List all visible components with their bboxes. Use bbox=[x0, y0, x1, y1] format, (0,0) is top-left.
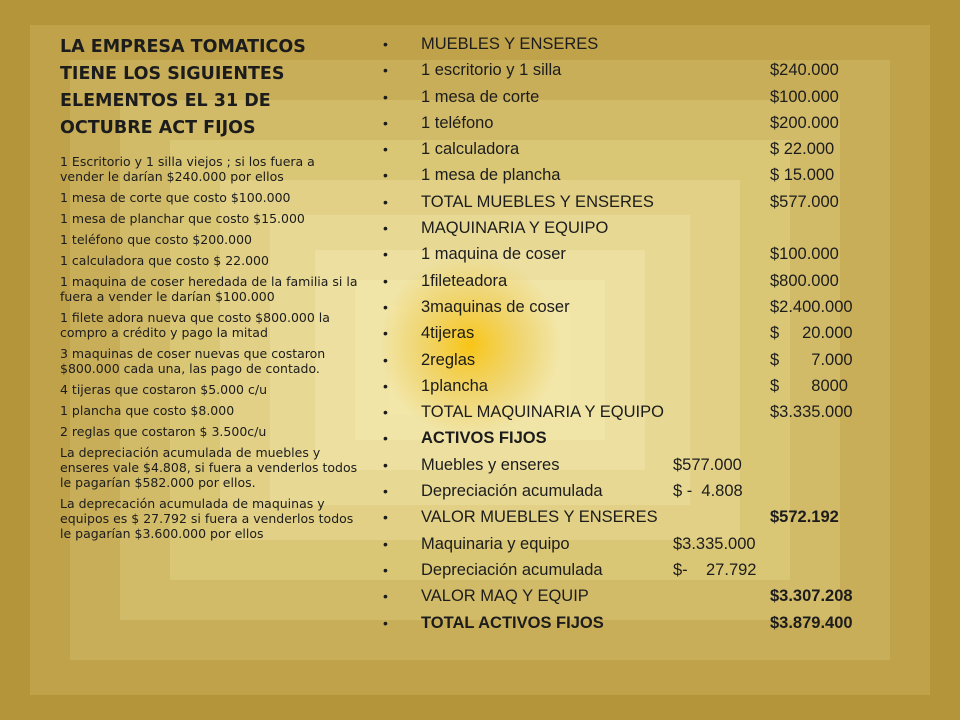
item-label: 1 teléfono bbox=[421, 113, 494, 132]
list-item bbox=[383, 241, 903, 267]
item-value: $100.000 bbox=[770, 87, 839, 106]
item-label: 1fileteadora bbox=[421, 271, 508, 290]
item-label: Maquinaria y equipo bbox=[421, 534, 570, 553]
item-label: TOTAL MAQUINARIA Y EQUIPO bbox=[421, 403, 664, 422]
item-value: $3.879.400 bbox=[770, 613, 853, 632]
bullet-icon: • bbox=[383, 220, 388, 237]
item-value: $ 22.000 bbox=[770, 140, 835, 159]
list-item bbox=[383, 347, 903, 373]
item-value: $100.000 bbox=[770, 245, 839, 264]
item-label: 1 mesa de plancha bbox=[421, 166, 561, 185]
bullet-icon: • bbox=[383, 588, 388, 605]
description-paragraph: 1 calculadora que costo $ 22.000 bbox=[60, 253, 269, 268]
item-label: VALOR MAQ Y EQUIP bbox=[421, 587, 589, 606]
item-value: $3.335.000 bbox=[770, 403, 853, 422]
description-paragraph: La depreciación acumulada de muebles y enseres vale $4.808, si fuera a venderlos todos le pagarían $582.000 por ellos. bbox=[60, 445, 358, 490]
item-value: $572.192 bbox=[770, 508, 839, 527]
list-item bbox=[383, 452, 903, 478]
item-value: $577.000 bbox=[673, 455, 742, 474]
bullet-icon: • bbox=[383, 167, 388, 184]
item-label: VALOR MUEBLES Y ENSERES bbox=[421, 508, 658, 527]
description-text bbox=[60, 154, 360, 547]
list-item bbox=[383, 610, 903, 636]
bullet-icon: • bbox=[383, 88, 388, 105]
assets-list bbox=[383, 31, 903, 636]
list-item bbox=[383, 583, 903, 609]
item-label: 2reglas bbox=[421, 350, 476, 369]
item-label: MAQUINARIA Y EQUIPO bbox=[421, 219, 609, 238]
bullet-icon: • bbox=[383, 36, 388, 52]
list-item bbox=[383, 31, 903, 57]
bullet-icon: • bbox=[383, 561, 388, 578]
bullet-icon: • bbox=[383, 114, 388, 131]
list-item bbox=[383, 189, 903, 215]
item-label: 1 escritorio y 1 silla bbox=[421, 61, 562, 80]
bullet-icon: • bbox=[383, 298, 388, 315]
list-item bbox=[383, 136, 903, 162]
description-paragraph: 1 teléfono que costo $200.000 bbox=[60, 232, 252, 247]
list-item bbox=[383, 557, 903, 583]
item-value: $2.400.000 bbox=[770, 297, 853, 316]
item-label: TOTAL ACTIVOS FIJOS bbox=[421, 613, 604, 632]
list-item bbox=[383, 57, 903, 83]
description-paragraph: 1 mesa de planchar que costo $15.000 bbox=[60, 211, 305, 226]
bullet-icon: • bbox=[383, 193, 388, 210]
description-paragraph: 1 Escritorio y 1 silla viejos ; si los fuera a vender le darían $240.000 por ellos bbox=[60, 154, 315, 184]
description-paragraph: 1 maquina de coser heredada de la familia si la fuera a vender le darían $100.000 bbox=[60, 274, 358, 304]
item-label: 3maquinas de coser bbox=[421, 297, 570, 316]
description-paragraph: 1 mesa de corte que costo $100.000 bbox=[60, 190, 291, 205]
item-label: 1 calculadora bbox=[421, 140, 520, 159]
bullet-icon: • bbox=[383, 404, 388, 421]
bullet-icon: • bbox=[383, 614, 388, 631]
description-paragraph: 2 reglas que costaron $ 3.500c/u bbox=[60, 424, 267, 439]
bullet-icon: • bbox=[383, 246, 388, 263]
bullet-icon: • bbox=[383, 141, 388, 158]
list-item bbox=[383, 320, 903, 346]
bullet-icon: • bbox=[383, 272, 388, 289]
bullet-icon: • bbox=[383, 456, 388, 473]
list-item bbox=[383, 504, 903, 530]
description-paragraph: La deprecación acumulada de maquinas y equipos es $ 27.792 si fuera a venderlos todos le pagarían $3.600.000 por ellos bbox=[60, 496, 354, 541]
list-item bbox=[383, 478, 903, 504]
bullet-icon: • bbox=[383, 430, 388, 447]
item-label: ACTIVOS FIJOS bbox=[421, 429, 547, 448]
list-item bbox=[383, 399, 903, 425]
item-value: $- 27.792 bbox=[673, 560, 757, 579]
list-item bbox=[383, 531, 903, 557]
item-value: $ - 4.808 bbox=[673, 482, 743, 501]
item-value: $ 8000 bbox=[770, 376, 848, 395]
item-label: 1plancha bbox=[421, 376, 488, 395]
list-item bbox=[383, 294, 903, 320]
item-label: Depreciación acumulada bbox=[421, 482, 603, 501]
bullet-icon: • bbox=[383, 377, 388, 394]
description-paragraph: 4 tijeras que costaron $5.000 c/u bbox=[60, 382, 267, 397]
list-item bbox=[383, 373, 903, 399]
item-label: Muebles y enseres bbox=[421, 455, 560, 474]
list-item bbox=[383, 162, 903, 188]
bullet-icon: • bbox=[383, 509, 388, 526]
list-item bbox=[383, 425, 903, 451]
item-value: $3.307.208 bbox=[770, 587, 853, 606]
item-value: $3.335.000 bbox=[673, 534, 756, 553]
bullet-icon: • bbox=[383, 535, 388, 552]
item-label: Depreciación acumulada bbox=[421, 560, 603, 579]
description-paragraph: 1 plancha que costo $8.000 bbox=[60, 403, 235, 418]
item-value: $577.000 bbox=[770, 192, 839, 211]
item-value: $ 7.000 bbox=[770, 350, 853, 369]
bullet-icon: • bbox=[383, 325, 388, 342]
description-paragraph: 1 filete adora nueva que costo $800.000 la compro a crédito y pago la mitad bbox=[60, 310, 330, 340]
item-label: TOTAL MUEBLES Y ENSERES bbox=[421, 192, 654, 211]
list-item bbox=[383, 268, 903, 294]
item-value: $200.000 bbox=[770, 113, 839, 132]
item-label: 4tijeras bbox=[421, 324, 475, 343]
item-value: $800.000 bbox=[770, 271, 839, 290]
item-label: 1 mesa de corte bbox=[421, 87, 540, 106]
list-item bbox=[383, 84, 903, 110]
list-item bbox=[383, 110, 903, 136]
bullet-icon: • bbox=[383, 62, 388, 79]
item-value: $ 15.000 bbox=[770, 166, 835, 185]
description-paragraph: 3 maquinas de coser nuevas que costaron $800.000 cada una, las pago de contado. bbox=[60, 346, 326, 376]
list-item bbox=[383, 215, 903, 241]
bullet-icon: • bbox=[383, 483, 388, 500]
item-value: $240.000 bbox=[770, 61, 839, 80]
item-label: MUEBLES Y ENSERES bbox=[421, 35, 599, 53]
item-label: 1 maquina de coser bbox=[421, 245, 566, 264]
slide-title: LA EMPRESA TOMATICOS TIENE LOS SIGUIENTES ELEMENTOS EL 31 DE OCTUBRE ACT FIJOS bbox=[60, 37, 306, 138]
bullet-icon: • bbox=[383, 351, 388, 368]
item-value: $ 20.000 bbox=[770, 324, 853, 343]
